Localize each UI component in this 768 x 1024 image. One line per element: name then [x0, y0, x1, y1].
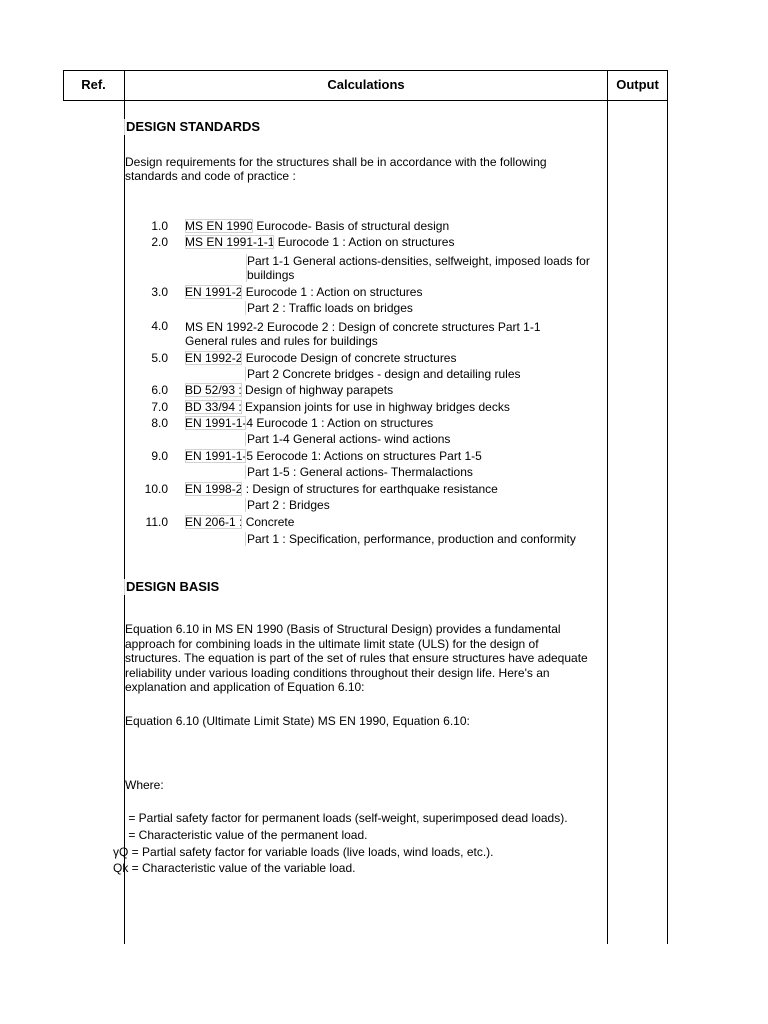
standard-title: Eurocode 1 : Action on structures: [274, 235, 455, 249]
table-right-border: [667, 70, 668, 944]
standard-code: EN 1992-2: [185, 351, 243, 365]
standard-title: 4 Eurocode 1 : Action on structures: [246, 416, 434, 430]
standard-item: [185, 235, 454, 249]
standard-title: 5 Eerocode 1: Actions on structures Part 1-5: [246, 449, 482, 463]
standard-subpart: Part 1-4 General actions- wind actions: [247, 432, 451, 446]
design-basis-heading: DESIGN BASIS: [126, 579, 220, 594]
standard-item: [185, 320, 555, 348]
equation-reference: Equation 6.10 (Ultimate Limit State) MS EN 1990, Equation 6.10:: [125, 714, 470, 728]
standard-item: [185, 400, 510, 414]
calc-output-divider: [607, 70, 608, 944]
definition-line: γQ = Partial safety factor for variable loads (live loads, wind loads, etc.).: [113, 845, 494, 859]
standard-code: BD 52/93 :: [185, 383, 242, 397]
standard-title: Concrete: [242, 515, 295, 529]
definition-line: Qk = Characteristic value of the variable load.: [113, 861, 356, 875]
design-basis-paragraph: Equation 6.10 in MS EN 1990 (Basis of Structural Design) provides a fundamental approach for combining loads in the ultimate limit state (ULS) for the design of structures. The equation is part of the set of rules that ensure structures have adequate reliability under various loading conditions throughout their design life. Here's an explanation and application of Equation 6.10:: [125, 622, 588, 695]
standard-subpart: Part 1 : Specification, performance, production and conformity: [247, 532, 576, 546]
standard-code: MS EN 1992-2: [185, 320, 264, 334]
item-number: 6.0: [151, 383, 168, 397]
header-bottom-border: [63, 100, 668, 101]
standard-item: [185, 449, 482, 463]
design-standards-heading: DESIGN STANDARDS: [126, 119, 261, 134]
standard-item: [185, 219, 449, 233]
standard-subpart: Part 2 : Bridges: [247, 498, 330, 512]
standard-code: EN 1991-1-: [185, 416, 247, 430]
standard-subpart: Part 1-5 : General actions- Thermalactions: [247, 465, 473, 479]
standard-code: MS EN 1990: [185, 219, 254, 233]
standard-title: Eurocode 1 : Action on structures: [242, 285, 423, 299]
where-label: Where:: [125, 778, 164, 792]
definition-line: = Partial safety factor for permanent loads (self-weight, superimposed dead loads).: [125, 811, 568, 825]
standard-code: EN 1998-2: [185, 482, 243, 496]
standard-code: BD 33/94 :: [185, 400, 242, 414]
standard-title: Eurocode- Basis of structural design: [253, 219, 450, 233]
standard-subpart: Part 2 : Traffic loads on bridges: [247, 301, 413, 315]
header-calculations: Calculations: [327, 77, 405, 92]
item-number: 3.0: [151, 285, 168, 299]
item-number: 8.0: [151, 416, 168, 430]
standard-item: [185, 285, 422, 299]
item-number: 9.0: [151, 449, 168, 463]
item-number: 10.0: [144, 482, 168, 496]
item-number: 5.0: [151, 351, 168, 365]
item-number: 11.0: [145, 515, 168, 529]
item-number: 4.0: [151, 319, 168, 333]
standard-item: [185, 416, 433, 430]
standard-item: [185, 383, 393, 397]
standard-title: Design of highway parapets: [241, 383, 394, 397]
item-number: 1.0: [151, 219, 168, 233]
definition-line: = Characteristic value of the permanent load.: [125, 828, 368, 842]
item-number: 7.0: [151, 400, 168, 414]
standard-item: [185, 351, 456, 365]
header-ref: Ref.: [81, 77, 106, 92]
standard-code: EN 206-1 :: [185, 515, 243, 529]
standard-code: EN 1991-1-: [185, 449, 247, 463]
standard-code: MS EN 1991-1-1: [185, 235, 275, 249]
standard-subpart: Part 2 Concrete bridges - design and detailing rules: [247, 367, 521, 381]
standard-title: Expansion joints for use in highway bridges decks: [241, 400, 510, 414]
standard-title: Eurocode Design of concrete structures: [242, 351, 457, 365]
standard-title: : Design of structures for earthquake resistance: [242, 482, 498, 496]
standard-item: [185, 515, 294, 529]
header-output: Output: [616, 77, 659, 92]
standard-subpart: Part 1-1 General actions-densities, selfweight, imposed loads for buildings: [246, 254, 609, 282]
standard-title: Eurocode 2 : Design of concrete structures Part 1-1 General rules and rules for buildings: [185, 320, 541, 348]
design-standards-intro: Design requirements for the structures shall be in accordance with the following standards and code of practice :: [125, 155, 547, 183]
standard-code: EN 1991-2: [185, 285, 243, 299]
standard-item: [185, 482, 498, 496]
item-number: 2.0: [151, 235, 168, 249]
